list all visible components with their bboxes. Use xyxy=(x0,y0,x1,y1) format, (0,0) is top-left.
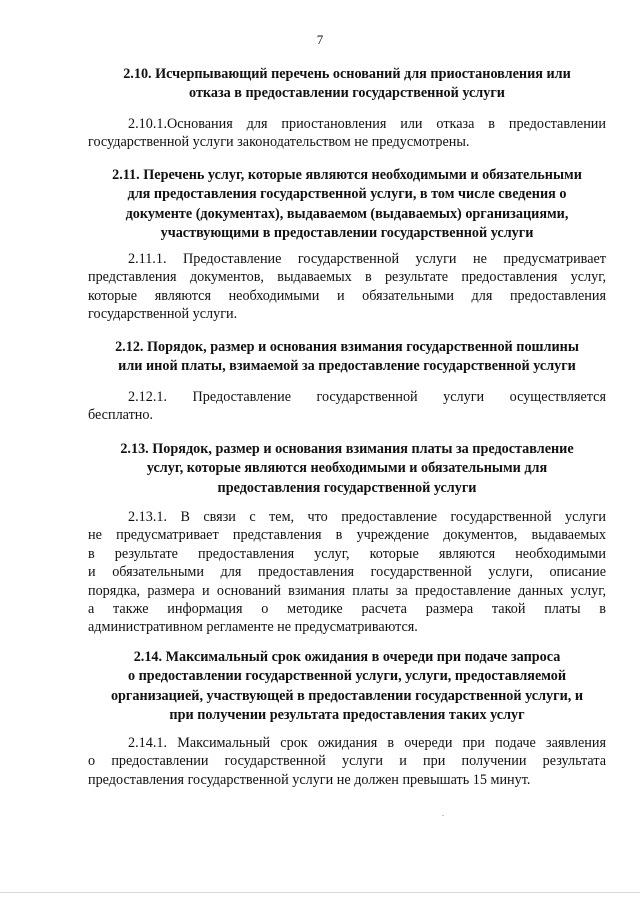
paragraph-line: 2.12.1. Предоставление государственной услуги осуществляется xyxy=(128,389,606,405)
section-paragraph-2-10-1 xyxy=(88,115,606,152)
paragraph-line: 2.14.1. Максимальный срок ожидания в очереди при подаче заявления xyxy=(128,735,606,751)
paragraph-line: которые являются необходимыми и обязательными для предоставления xyxy=(88,287,606,304)
paragraph-line: государственной услуги. xyxy=(88,306,238,323)
section-paragraph-2-14-1 xyxy=(88,734,606,789)
section-heading-2-13 xyxy=(82,440,612,498)
paragraph-line: 2.11.1. Предоставление государственной услуги не предусматривает xyxy=(128,251,606,267)
paragraph-line: административном регламенте не предусматриваются. xyxy=(88,619,418,636)
heading-line: при получении результата предоставления таких услуг xyxy=(169,707,525,724)
paragraph-line: представления документов, выдаваемых в результате предоставления услуг, xyxy=(88,269,606,286)
section-heading-2-12 xyxy=(82,338,612,377)
heading-line: 2.14. Максимальный срок ожидания в очереди при подаче запроса xyxy=(133,649,561,665)
heading-line: для предоставления государственной услуги, в том числе сведения о xyxy=(127,186,567,203)
scan-edge-line xyxy=(0,892,640,893)
paragraph-line: в результате предоставления услуг, которые являются необходимыми xyxy=(88,545,606,562)
paragraph-line: и обязательными для предоставления государственной услуги, описание xyxy=(88,564,606,581)
heading-line: организацией, участвующей в предоставлении государственной услуги, и xyxy=(110,687,584,704)
section-paragraph-2-12-1 xyxy=(88,388,606,425)
paragraph-line: 2.10.1.Основания для приостановления или отказа в предоставлении xyxy=(128,116,606,132)
page-number: 7 xyxy=(316,32,324,47)
paragraph-line: предоставления государственной услуги не должен превышать 15 минут. xyxy=(88,771,531,788)
heading-line: 2.11. Перечень услуг, которые являются необходимыми и обязательными xyxy=(112,167,582,183)
scan-speck xyxy=(442,815,444,816)
paragraph-line: о предоставлении государственной услуги и при получении результата xyxy=(88,753,606,770)
section-paragraph-2-11-1 xyxy=(88,250,606,324)
heading-line: или иной платы, взимаемой за предоставление государственной услуги xyxy=(118,358,576,375)
heading-line: документе (документах), выдаваемом (выдаваемых) организациями, xyxy=(125,205,569,222)
paragraph-line: 2.13.1. В связи с тем, что предоставление государственной услуги xyxy=(128,509,606,525)
heading-line: участвующими в предоставлении государственной услуги xyxy=(160,225,534,242)
heading-line: услуг, которые являются необходимыми и обязательными для xyxy=(146,460,548,477)
section-heading-2-10 xyxy=(82,65,612,104)
heading-line: 2.13. Порядок, размер и основания взимания платы за предоставление xyxy=(120,441,574,457)
heading-line: 2.10. Исчерпывающий перечень оснований для приостановления или xyxy=(123,66,571,82)
heading-line: предоставления государственной услуги xyxy=(217,479,477,496)
heading-line: отказа в предоставлении государственной услуги xyxy=(189,85,505,102)
section-heading-2-14 xyxy=(82,648,612,726)
paragraph-line: государственной услуги законодательством не предусмотрены. xyxy=(88,134,470,151)
paragraph-line: не предусматривает представления в учреждение документов, выдаваемых xyxy=(88,527,606,544)
paragraph-line: бесплатно. xyxy=(88,407,154,424)
heading-line: о предоставлении государственной услуги, услуги, предоставляемой xyxy=(127,668,567,685)
section-heading-2-11 xyxy=(82,166,612,244)
paragraph-line: а также информация о методике расчета размера такой платы в xyxy=(88,601,606,618)
section-paragraph-2-13-1 xyxy=(88,508,606,637)
heading-line: 2.12. Порядок, размер и основания взимания государственной пошлины xyxy=(115,339,579,355)
paragraph-line: порядка, размера и оснований взимания платы за предоставление данных услуг, xyxy=(88,582,606,599)
